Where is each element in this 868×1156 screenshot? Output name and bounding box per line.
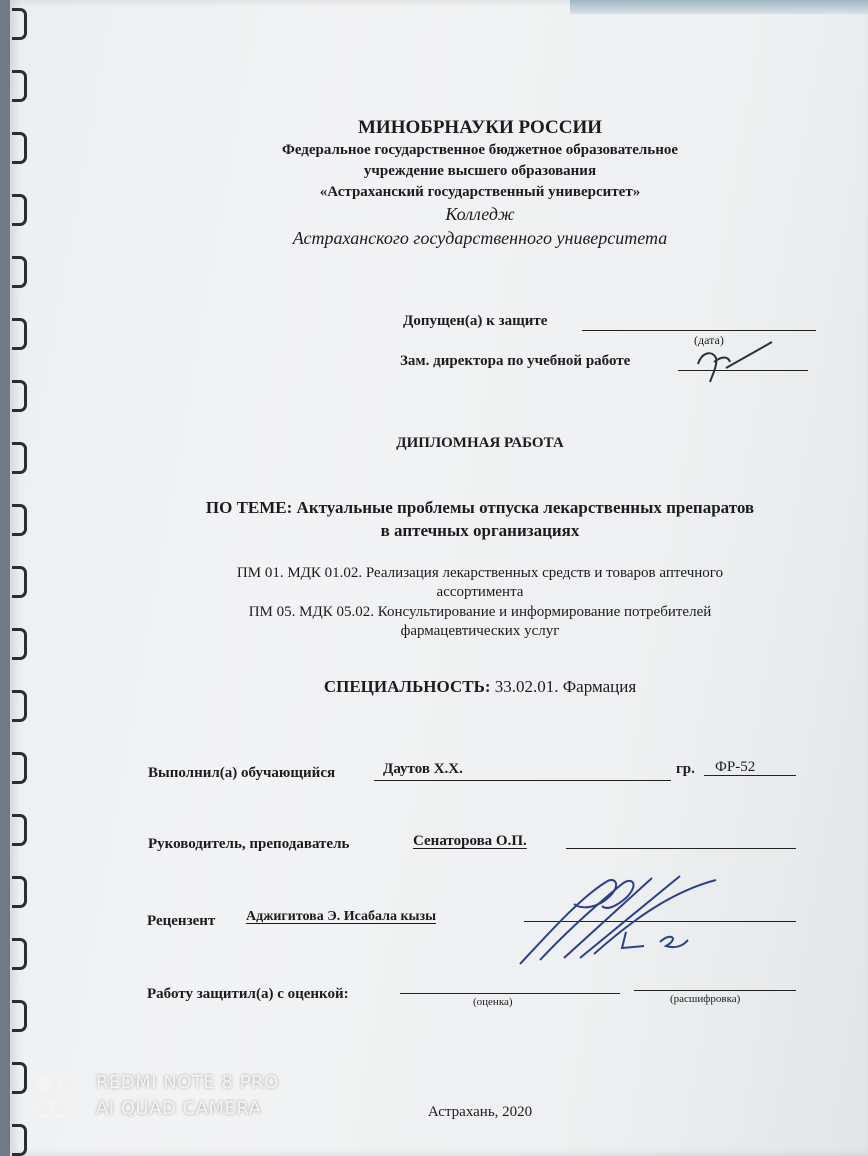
module-line-3: ПМ 05. МДК 05.02. Консультирование и информирование потребителей xyxy=(248,604,712,620)
ministry-heading: МИНОБРНАУКИ РОССИИ xyxy=(357,117,603,138)
binding-ring xyxy=(12,938,27,970)
binding-ring xyxy=(12,876,27,908)
college-line-1: Колледж xyxy=(445,204,515,224)
group-value: ФР-52 xyxy=(715,759,756,775)
supervisor-value: Сенаторова О.П. xyxy=(413,833,527,849)
binding-ring xyxy=(12,1124,27,1156)
group-label: гр. xyxy=(676,761,695,777)
document-page xyxy=(10,0,868,1156)
date-caption: (дата) xyxy=(694,333,724,347)
folder-edge xyxy=(570,0,868,14)
decoding-caption: (расшифровка) xyxy=(670,993,741,1005)
decoding-line xyxy=(634,990,796,991)
work-type: ДИПЛОМНАЯ РАБОТА xyxy=(396,435,564,451)
author-line xyxy=(374,780,671,781)
grade-line xyxy=(400,993,620,994)
camera-logo-icon xyxy=(36,1074,86,1094)
module-line-2: ассортимента xyxy=(436,584,524,600)
watermark-line-1: REDMI NOTE 8 PRO xyxy=(96,1072,279,1093)
deputy-label: Зам. директора по учебной работе xyxy=(400,353,631,369)
specialty-label: СПЕЦИАЛЬНОСТЬ: xyxy=(323,677,491,696)
binding-ring xyxy=(12,70,27,102)
watermark-line-2: AI QUAD CAMERA xyxy=(96,1098,262,1119)
admitted-label: Допущен(а) к защите xyxy=(403,313,548,329)
binding-ring xyxy=(12,380,27,412)
org-line-1: Федеральное государственное бюджетное образовательное xyxy=(281,142,679,158)
city-year: Астрахань, 2020 xyxy=(427,1104,533,1120)
binding-ring xyxy=(12,8,27,40)
specialty-value: 33.02.01. Фармация xyxy=(490,677,637,696)
university-name: «Астраханский государственный университет» xyxy=(319,184,641,200)
module-line-4: фармацевтических услуг xyxy=(400,623,560,639)
admitted-date-line xyxy=(582,330,816,331)
topic-line-2: в аптечных организациях xyxy=(380,521,580,540)
deputy-signature xyxy=(678,332,778,392)
binding-ring xyxy=(12,318,27,350)
quad-camera-icon xyxy=(36,1100,86,1120)
reviewer-value: Аджигитова Э. Исабала кызы xyxy=(246,909,437,924)
module-line-1: ПМ 01. МДК 01.02. Реализация лекарственных средств и товаров аптечного xyxy=(236,565,724,581)
topic-line-1: ПО ТЕМЕ: Актуальные проблемы отпуска лекарственных препаратов xyxy=(205,498,755,517)
org-line-2: учреждение высшего образования xyxy=(363,163,597,179)
reviewer-signature xyxy=(510,862,730,972)
college-line-2: Астраханского государственного университета xyxy=(292,228,668,248)
binding-ring xyxy=(12,1000,27,1032)
author-value: Даутов Х.Х. xyxy=(383,761,463,777)
binding-ring xyxy=(12,1062,27,1094)
author-label: Выполнил(а) обучающийся xyxy=(148,765,336,781)
binding-ring xyxy=(12,814,27,846)
grade-caption: (оценка) xyxy=(473,996,513,1008)
binding-ring xyxy=(12,256,27,288)
binding-ring xyxy=(12,752,27,784)
supervisor-signature-line xyxy=(566,848,796,849)
defended-label: Работу защитил(а) с оценкой: xyxy=(147,986,349,1002)
reviewer-label: Рецензент xyxy=(147,913,216,929)
specialty xyxy=(10,677,868,697)
supervisor-label: Руководитель, преподаватель xyxy=(148,836,350,852)
